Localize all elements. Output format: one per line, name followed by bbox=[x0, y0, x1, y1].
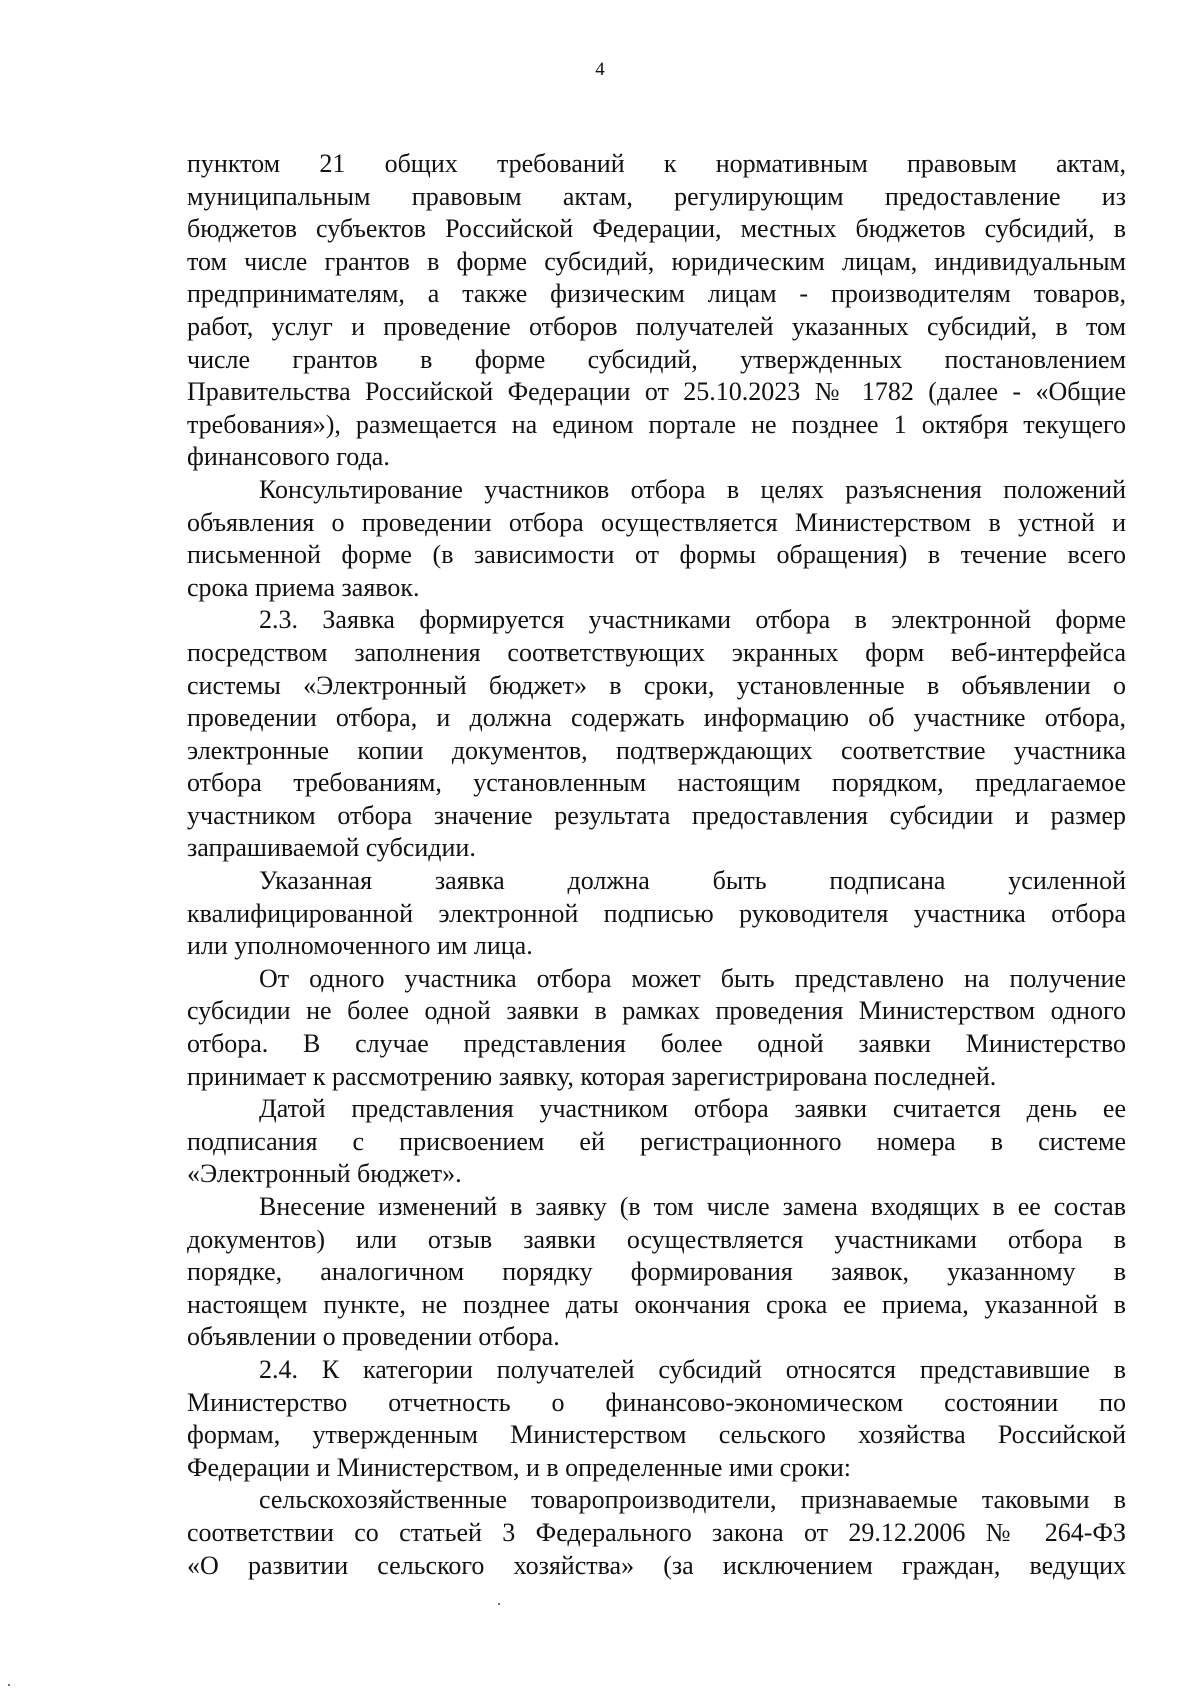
text-line: или уполномоченного им лица. bbox=[187, 931, 533, 961]
text-line: формам, утвержденным Министерством сельского хозяйства Российской bbox=[187, 1420, 1126, 1450]
text-line: отбора требованиям, установленным настоящим порядком, предлагаемое bbox=[187, 768, 1126, 798]
text-line: От одного участника отбора может быть представлено на получение bbox=[259, 963, 1126, 993]
text-line: принимает к рассмотрению заявку, которая зарегистрирована последней. bbox=[187, 1061, 997, 1091]
text-line: требования»), размещается на едином портале не позднее 1 октября текущего bbox=[187, 409, 1126, 439]
text-line: Федерации и Министерством, и в определенные ими сроки: bbox=[187, 1452, 851, 1482]
text-line: квалифицированной электронной подписью руководителя участника отбора bbox=[187, 898, 1126, 928]
text-line: бюджетов субъектов Российской Федерации, местных бюджетов субсидий, в bbox=[187, 214, 1126, 244]
text-line: документов) или отзыв заявки осуществляется участниками отбора в bbox=[187, 1224, 1126, 1254]
paragraph bbox=[187, 148, 1126, 474]
text-line: письменной форме (в зависимости от формы обращения) в течение всего bbox=[187, 540, 1126, 570]
text-line: соответствии со статьей 3 Федерального закона от 29.12.2006 № 264-ФЗ bbox=[187, 1517, 1126, 1547]
text-line: 2.3. Заявка формируется участниками отбора в электронной форме bbox=[259, 605, 1126, 635]
text-line: субсидии не более одной заявки в рамках проведения Министерством одного bbox=[187, 996, 1126, 1026]
text-line: подписания с присвоением ей регистрационного номера в системе bbox=[187, 1126, 1126, 1156]
text-line: «О развитии сельского хозяйства» (за исключением граждан, ведущих bbox=[187, 1550, 1126, 1580]
text-line: срока приема заявок. bbox=[187, 572, 420, 602]
text-line: отбора. В случае представления более одной заявки Министерство bbox=[187, 1029, 1126, 1059]
text-line: Министерство отчетность о финансово-экономическом состоянии по bbox=[187, 1387, 1126, 1417]
text-line: работ, услуг и проведение отборов получателей указанных субсидий, в том bbox=[187, 311, 1126, 341]
text-line: Датой представления участником отбора заявки считается день ее bbox=[259, 1094, 1126, 1124]
paragraph bbox=[187, 604, 1126, 865]
text-line: Указанная заявка должна быть подписана усиленной bbox=[259, 866, 1126, 896]
text-line: объявления о проведении отбора осуществляется Министерством в устной и bbox=[187, 507, 1126, 537]
paragraph bbox=[187, 1354, 1126, 1484]
text-line: электронные копии документов, подтверждающих соответствие участника bbox=[187, 735, 1126, 765]
page-number: 4 bbox=[595, 59, 605, 80]
text-line: 2.4. К категории получателей субсидий относятся представившие в bbox=[259, 1354, 1126, 1384]
text-line: том числе грантов в форме субсидий, юридическим лицам, индивидуальным bbox=[187, 246, 1126, 276]
text-line: настоящем пункте, не позднее даты окончания срока ее приема, указанной в bbox=[187, 1289, 1126, 1319]
paragraph bbox=[187, 1093, 1126, 1191]
text-line: предпринимателям, а также физическим лицам - производителям товаров, bbox=[187, 279, 1126, 309]
text-line: Консультирование участников отбора в целях разъяснения положений bbox=[259, 474, 1126, 504]
scan-speck bbox=[8, 1684, 10, 1686]
text-line: финансового года. bbox=[187, 442, 390, 472]
text-line: объявлении о проведении отбора. bbox=[187, 1322, 560, 1352]
paragraph bbox=[187, 1484, 1126, 1582]
text-line: Внесение изменений в заявку (в том числе замена входящих в ее состав bbox=[259, 1192, 1126, 1221]
text-line: сельскохозяйственные товаропроизводители, признаваемые таковыми в bbox=[259, 1485, 1126, 1515]
text-line: посредством заполнения соответствующих экранных форм веб-интерфейса bbox=[187, 637, 1126, 667]
text-line: муниципальным правовым актам, регулирующим предоставление из bbox=[187, 181, 1126, 211]
text-line: порядке, аналогичном порядку формирования заявок, указанному в bbox=[187, 1257, 1126, 1287]
paragraph bbox=[187, 865, 1126, 963]
paragraph bbox=[187, 963, 1126, 1093]
scan-speck bbox=[498, 1603, 500, 1605]
text-line: системы «Электронный бюджет» в сроки, установленные в объявлении о bbox=[187, 670, 1126, 700]
document-body bbox=[187, 148, 1126, 1582]
text-line: запрашиваемой субсидии. bbox=[187, 833, 476, 863]
text-line: проведении отбора, и должна содержать информацию об участнике отбора, bbox=[187, 703, 1126, 733]
text-line: Правительства Российской Федерации от 25.10.2023 № 1782 (далее - «Общие bbox=[187, 377, 1126, 407]
paragraph bbox=[187, 1191, 1126, 1354]
text-line: участником отбора значение результата предоставления субсидии и размер bbox=[187, 800, 1126, 830]
text-line: «Электронный бюджет». bbox=[187, 1159, 462, 1189]
text-line: пунктом 21 общих требований к нормативным правовым актам, bbox=[187, 149, 1126, 178]
text-line: числе грантов в форме субсидий, утвержденных постановлением bbox=[187, 344, 1126, 374]
paragraph bbox=[187, 474, 1126, 604]
